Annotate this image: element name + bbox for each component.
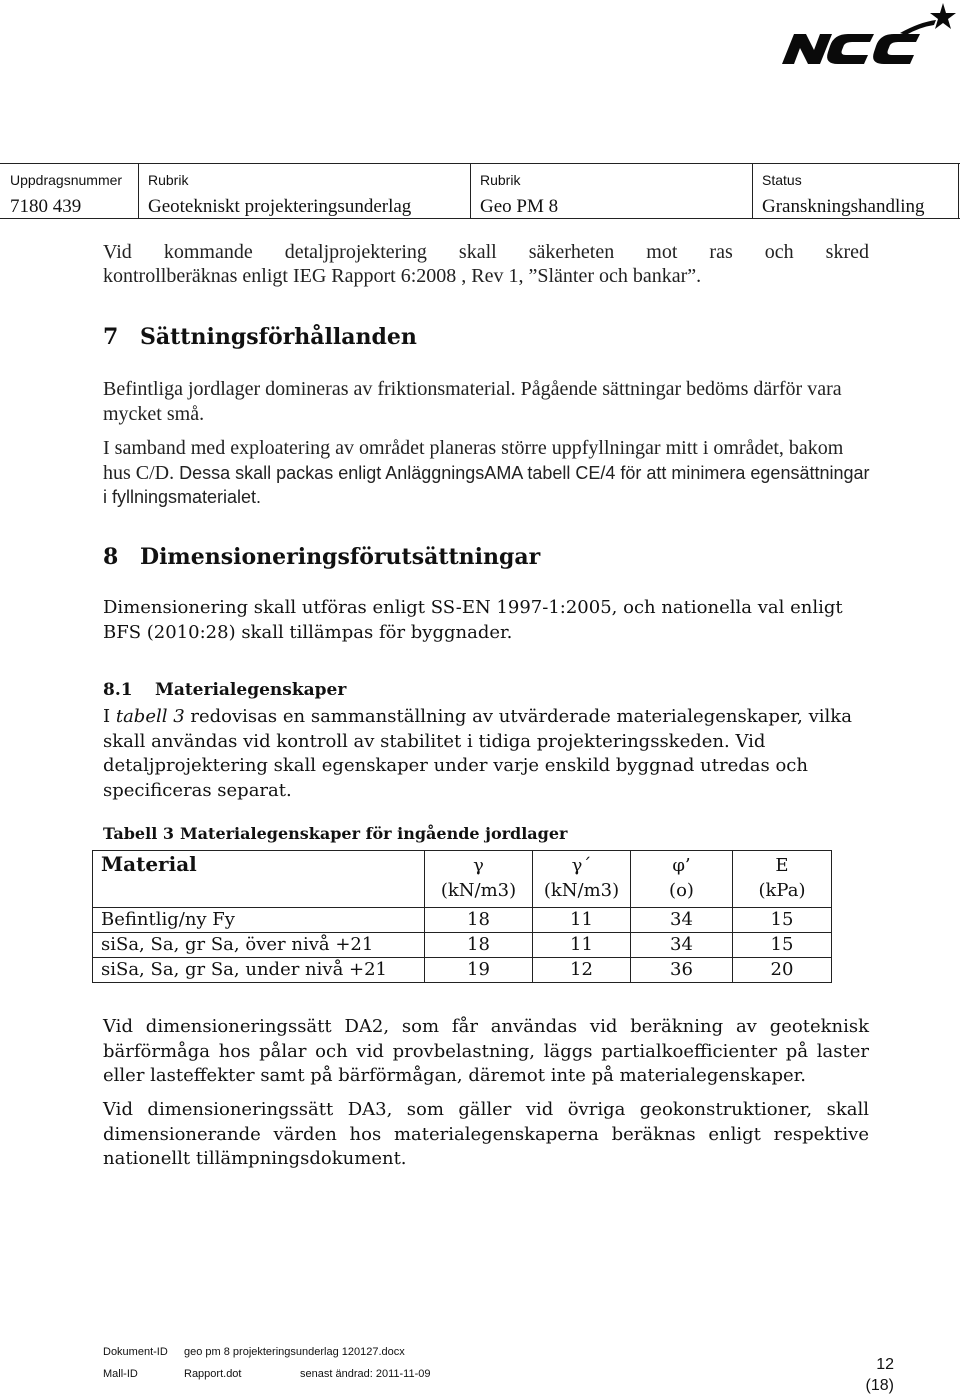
- header-e-modulus: [733, 851, 832, 908]
- table-row: [93, 958, 832, 983]
- intro-line-2: kontrollberäknas enligt IEG Rapport 6:2008 , Rev 1, ”Slänter och bankar”.: [103, 265, 702, 287]
- table-cell: 11: [533, 908, 631, 933]
- header-phi: [631, 851, 733, 908]
- footer-mall-value: Rapport.dot: [184, 1368, 242, 1380]
- header-label: Uppdragsnummer: [10, 172, 123, 188]
- table-cell: Befintlig/ny Fy: [93, 908, 425, 933]
- section-number: 8: [103, 544, 119, 570]
- section-7-paragraph-1: Befintliga jordlager domineras av friktionsmaterial. Pågående sättningar bedöms därför vara mycket små.: [103, 378, 842, 425]
- section-8-1-paragraph: [103, 705, 873, 803]
- header-cell-rubrik: [138, 163, 470, 219]
- section-7-paragraph-2: [103, 436, 873, 510]
- section-8-paragraph: Dimensionering skall utföras enligt SS-EN 1997-1:2005, och nationella val enligt BFS (2010:28) skall tillämpas för byggnader.: [103, 597, 843, 643]
- table-cell: 19: [425, 958, 533, 983]
- header-value: Geotekniskt projekteringsunderlag: [148, 196, 412, 217]
- paragraph-part: I: [103, 706, 116, 727]
- table-caption-number: Tabell 3: [103, 824, 174, 843]
- table-cell: 18: [425, 933, 533, 958]
- header-symbol: φ’: [672, 855, 691, 876]
- table-reference: tabell 3: [115, 706, 185, 727]
- table-cell: 18: [425, 908, 533, 933]
- da3-paragraph: Vid dimensioneringssätt DA3, som gäller vid övriga geokonstruktioner, skall dimensionerande värden hos materialegenskaperna beräknas enligt respektive nationellt tillämpningsdokument.: [103, 1099, 869, 1169]
- header-symbol: E: [775, 855, 789, 876]
- da2-paragraph: Vid dimensioneringssätt DA2, som får användas vid beräkning av geoteknisk bärförmåga hos pålar och vid provbelastning, läggs partialkoefficienter på laster eller lasteffekter samt på bärförmågan, däremot inte på materialegenskaper.: [103, 1016, 869, 1086]
- header-material: [93, 851, 425, 908]
- header-label: Status: [762, 172, 802, 188]
- table-cell: siSa, Sa, gr Sa, under nivå +21: [93, 958, 425, 983]
- table-cell: 12: [533, 958, 631, 983]
- header-value: 7180 439: [10, 196, 82, 217]
- header-cell-uppdragsnummer: [0, 163, 138, 219]
- header-text: Material: [101, 852, 197, 876]
- table-cell: siSa, Sa, gr Sa, över nivå +21: [93, 933, 425, 958]
- paragraph-part: I samband med exploatering av området planeras större uppfyllningar mitt i området, bakom hus C/D.: [103, 437, 844, 484]
- header-cell-rubrik-2: [470, 163, 752, 219]
- header-symbol: γ: [473, 855, 484, 876]
- footer-changed: senast ändrad: 2011-11-09: [300, 1368, 431, 1380]
- section-title: Sättningsförhållanden: [140, 324, 417, 350]
- header-unit: (o): [669, 880, 694, 901]
- header-unit: (kPa): [758, 880, 806, 901]
- header-unit: (kN/m3): [440, 880, 517, 901]
- section-title: Dimensioneringsförutsättningar: [140, 544, 541, 570]
- section-7-heading: [103, 324, 417, 350]
- section-8-1-heading: [103, 680, 346, 700]
- header-value: Geo PM 8: [480, 196, 559, 217]
- table-row: [93, 933, 832, 958]
- paragraph-part: redovisas en sammanställning av utvärderade materialegenskaper, vilka skall användas vid kontroll av stabilitet i tidiga projekteringsskeden. Vid detaljprojektering skall egenskaper under varje enskild byggnad utredas och specificeras separat.: [103, 706, 852, 801]
- intro-line-1: Vid kommande detaljprojektering skall säkerheten mot ras och skred: [103, 241, 869, 263]
- header-gamma-prime: [533, 851, 631, 908]
- header-divider: [958, 163, 959, 219]
- table-cell: 36: [631, 958, 733, 983]
- table-cell: 34: [631, 933, 733, 958]
- header-cell-status: [752, 163, 958, 219]
- header-unit: (kN/m3): [543, 880, 620, 901]
- header-label: Rubrik: [480, 172, 521, 188]
- footer-doc-label: Dokument-ID: [103, 1346, 168, 1358]
- footer-doc-value: geo pm 8 projekteringsunderlag 120127.docx: [184, 1346, 405, 1358]
- paragraph-part: Dessa skall packas enligt AnläggningsAMA tabell CE/4 för att minimera egensättningar i fyllningsmaterialet.: [103, 462, 870, 507]
- page-total: (18): [865, 1377, 894, 1394]
- header-symbol: γ´: [571, 855, 592, 876]
- section-number: 8.1: [103, 680, 133, 700]
- ncc-logo: [770, 0, 960, 80]
- table-row: [93, 908, 832, 933]
- footer-mall-label: Mall-ID: [103, 1368, 138, 1380]
- table-caption-text: Materialegenskaper för ingående jordlager: [179, 824, 568, 843]
- header-label: Rubrik: [148, 172, 189, 188]
- table-cell: 15: [733, 933, 832, 958]
- table-cell: 34: [631, 908, 733, 933]
- table-cell: 20: [733, 958, 832, 983]
- section-8-heading: [103, 544, 540, 570]
- table-cell: 11: [533, 933, 631, 958]
- table-header-row: [93, 851, 832, 908]
- header-value: Granskningshandling: [762, 196, 925, 217]
- table-caption: [103, 824, 567, 843]
- section-title: Materialegenskaper: [155, 680, 347, 700]
- material-properties-table: [92, 850, 832, 983]
- table-cell: 15: [733, 908, 832, 933]
- page-number: 12: [876, 1356, 894, 1373]
- section-number: 7: [103, 324, 119, 350]
- header-gamma: [425, 851, 533, 908]
